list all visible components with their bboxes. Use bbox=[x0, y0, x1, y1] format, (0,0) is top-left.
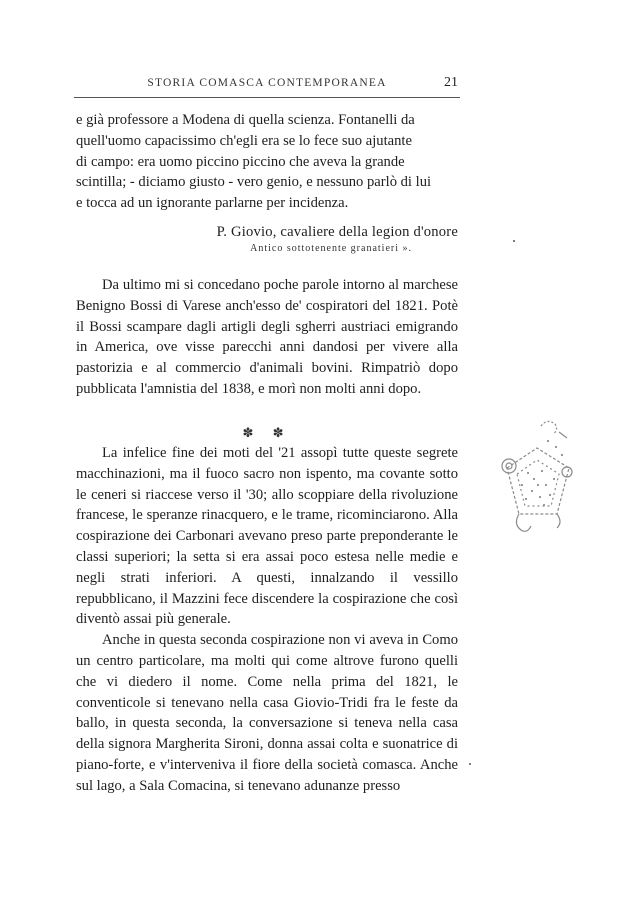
paragraph-continuation bbox=[76, 110, 458, 214]
signature-subtitle: Antico sottotenente granatieri ». bbox=[250, 243, 412, 254]
page-number: 21 bbox=[444, 75, 458, 90]
running-header bbox=[74, 77, 460, 98]
paragraph-line: e tocca ad un ignorante parlarne per incidenza. bbox=[76, 195, 349, 212]
paragraph-line: scintilla; - diciamo giusto - vero genio, e nessuno parlò di lui bbox=[76, 174, 432, 191]
header-title: STORIA COMASCA CONTEMPORANEA bbox=[147, 77, 387, 89]
section-body bbox=[76, 443, 458, 797]
paragraph-como: Anche in questa seconda cospirazione non vi aveva in Como un centro particolare, ma molti qui come altrove furono quelli che vi diedero il nome. Come nella prima del 1821, le conventicole si tenevano nella casa Giovio-Tridi fra le feste da ballo, in questa seconda, la conversazione si teneva nella casa della signora Margherita Sironi, donna assai colta e suonatrice di piano-forte, e v'interveniva il fiore della società comasca. Anche sul lago, a Sala Comacina, si tenevano adunanze presso bbox=[76, 632, 458, 794]
paragraph-bossi bbox=[76, 275, 458, 400]
paragraph-line: di campo: era uomo piccino piccino che aveva la grande bbox=[76, 153, 405, 170]
paragraph-line: quell'uomo capacissimo ch'egli era se lo fece suo ajutante bbox=[76, 132, 412, 149]
paragraph-line: e già professore a Modena di quella scienza. Fontanelli da bbox=[76, 112, 415, 128]
section-asterism: ✽ ✽ bbox=[242, 425, 292, 440]
signature-name: P. Giovio, cavaliere della legion d'onore bbox=[216, 224, 458, 240]
paragraph-carbonari: La infelice fine dei moti del '21 assopì tutte queste segrete macchinazioni, ma il fuoco sacro non ispento, ma covante sotto le ceneri si riaccese verso il '30; allo scoppiare della rivoluzione francese, le speranze rinacquero, e le trame, ricominciarono. Alla cospirazione dei Carbonari avevano preso parte preponderante le classi superiori; la setta si era assai poco estesa nelle medie e negli strati inferiori. A questi, innalzando il vessillo repubblicano, il Mazzini fece discendere la cospirazione che così diventò assai più generale. bbox=[76, 445, 458, 628]
page-speck bbox=[469, 763, 471, 765]
paragraph-text: Da ultimo mi si concedano poche parole intorno al marchese Benigno Bossi di Varese anch'esso de' cospiratori del 1821. Potè il Bossi scampare dagli artigli degli sgherri austriaci emigrando in America, ove visse parecchi anni dandosi per vivere alla pastorizia e al commercio d'animali bovini. Rimpatriò dopo pubblicata l'amnistia del 1838, e morì non molti anni dopo. bbox=[76, 277, 458, 397]
library-stamp-icon bbox=[497, 412, 579, 542]
page-speck bbox=[513, 240, 515, 242]
signature-block bbox=[76, 222, 458, 256]
